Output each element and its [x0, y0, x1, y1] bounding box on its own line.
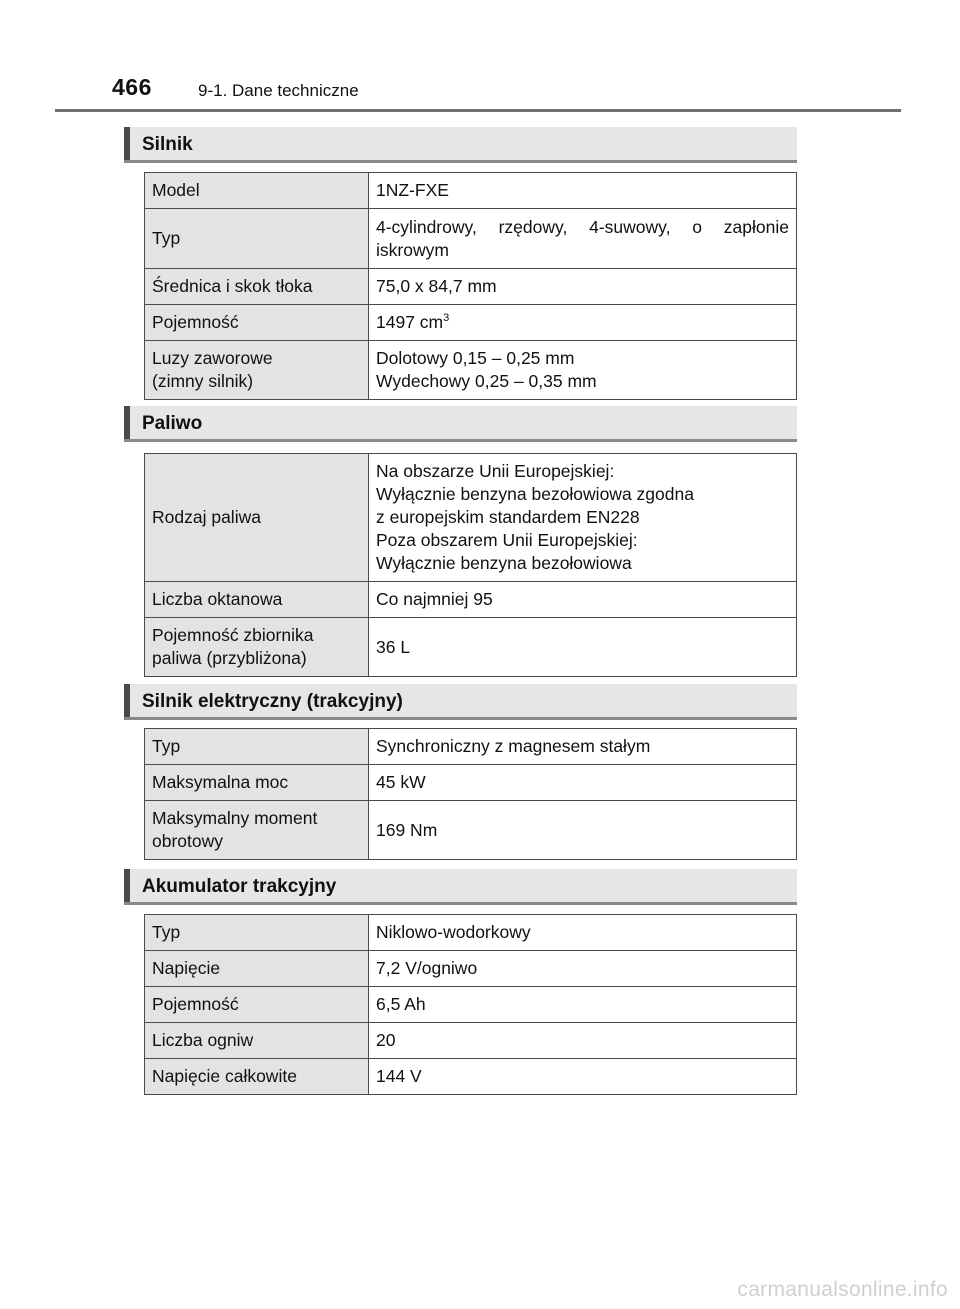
- spec-key: [145, 1023, 369, 1059]
- section-accent-bar: [124, 869, 130, 902]
- table-row: [145, 729, 797, 765]
- value-text: Co najmniej 95: [376, 589, 493, 609]
- key-text: Maksymalny moment: [152, 808, 318, 828]
- key-text: paliwa (przybliżona): [152, 648, 307, 668]
- section-header-silnik-elektryczny: [124, 684, 797, 720]
- section-title: Akumulator trakcyjny: [142, 876, 337, 897]
- key-text: obrotowy: [152, 831, 224, 851]
- table-row: [145, 173, 797, 209]
- spec-key: [145, 1059, 369, 1095]
- spec-key: [145, 765, 369, 801]
- spec-value: [369, 618, 797, 677]
- value-text: Niklowo-wodorkowy: [376, 922, 531, 942]
- section-header-silnik: [124, 127, 797, 163]
- spec-key: [145, 618, 369, 677]
- section-accent-bar: [124, 684, 130, 717]
- key-text: Napięcie: [152, 958, 221, 978]
- key-text: Typ: [152, 922, 181, 942]
- key-text: Pojemność: [152, 312, 239, 332]
- spec-value: [369, 987, 797, 1023]
- spec-value: [369, 951, 797, 987]
- value-text: Wydechowy 0,25 – 0,35 mm: [376, 371, 597, 391]
- key-text: Liczba oktanowa: [152, 589, 283, 609]
- value-text: 1497 cm: [376, 312, 444, 332]
- spec-key: [145, 951, 369, 987]
- spec-value: [369, 454, 797, 582]
- spec-key: [145, 269, 369, 305]
- spec-value: [369, 173, 797, 209]
- spec-table-silnik-elektryczny: [144, 728, 797, 860]
- table-row: [145, 765, 797, 801]
- key-text: Rodzaj paliwa: [152, 507, 261, 527]
- table-row: [145, 1059, 797, 1095]
- value-text: 4-cylindrowy, rzędowy, 4-suwowy, o zapłonie iskrowym: [376, 216, 789, 260]
- value-text: Dolotowy 0,15 – 0,25 mm: [376, 348, 575, 368]
- spec-value: [369, 269, 797, 305]
- key-text: Maksymalna moc: [152, 772, 289, 792]
- value-text: 20: [376, 1030, 396, 1050]
- section-title: Paliwo: [142, 413, 203, 434]
- header-rule: [55, 109, 901, 112]
- section-header-paliwo: [124, 406, 797, 442]
- value-text: 75,0 x 84,7 mm: [376, 276, 497, 296]
- spec-key: [145, 729, 369, 765]
- spec-value: [369, 1023, 797, 1059]
- spec-key: [145, 915, 369, 951]
- value-text: Synchroniczny z magnesem stałym: [376, 736, 651, 756]
- value-text: z europejskim standardem EN228: [376, 507, 640, 527]
- spec-value: [369, 915, 797, 951]
- spec-table-silnik: [144, 172, 797, 400]
- spec-value: [369, 801, 797, 860]
- key-text: Model: [152, 180, 200, 200]
- spec-table-paliwo: [144, 453, 797, 677]
- section-accent-bar: [124, 127, 130, 160]
- section-title: Silnik elektryczny (trakcyjny): [142, 691, 403, 712]
- spec-table-akumulator: [144, 914, 797, 1095]
- spec-key: [145, 209, 369, 269]
- table-row: [145, 987, 797, 1023]
- spec-key: [145, 454, 369, 582]
- section-title: Silnik: [142, 134, 193, 155]
- watermark: carmanualsonline.info: [737, 1278, 948, 1301]
- value-text: Wyłącznie benzyna bezołowiowa zgodna: [376, 484, 694, 504]
- key-text: Typ: [152, 228, 181, 248]
- spec-value: [369, 582, 797, 618]
- spec-key: [145, 582, 369, 618]
- table-row: [145, 454, 797, 582]
- key-text: Liczba ogniw: [152, 1030, 254, 1050]
- table-row: [145, 1023, 797, 1059]
- table-row: [145, 801, 797, 860]
- spec-value: [369, 1059, 797, 1095]
- section-accent-bar: [124, 406, 130, 439]
- key-text: Luzy zaworowe: [152, 348, 273, 368]
- spec-value: [369, 305, 797, 341]
- key-text: Pojemność zbiornika: [152, 625, 314, 645]
- value-text: 144 V: [376, 1066, 422, 1086]
- spec-value: [369, 341, 797, 400]
- spec-value: [369, 765, 797, 801]
- value-text: 169 Nm: [376, 819, 438, 840]
- key-text: (zimny silnik): [152, 371, 254, 391]
- spec-key: [145, 341, 369, 400]
- value-text: Wyłącznie benzyna bezołowiowa: [376, 553, 632, 573]
- table-row: [145, 305, 797, 341]
- spec-key: [145, 305, 369, 341]
- table-row: [145, 618, 797, 677]
- section-header-akumulator: [124, 869, 797, 905]
- spec-value: [369, 729, 797, 765]
- key-text: Pojemność: [152, 994, 239, 1014]
- key-text: Średnica i skok tłoka: [152, 276, 313, 296]
- key-text: Napięcie całkowite: [152, 1066, 297, 1086]
- page-number: 466: [112, 74, 152, 100]
- table-row: [145, 341, 797, 400]
- key-text: Typ: [152, 736, 181, 756]
- page-header: [0, 0, 960, 112]
- value-text: Na obszarze Unii Europejskiej:: [376, 461, 615, 481]
- value-text: 7,2 V/ogniwo: [376, 958, 478, 978]
- spec-key: [145, 987, 369, 1023]
- value-superscript: 3: [443, 312, 450, 325]
- chapter-title: 9-1. Dane techniczne: [198, 81, 359, 100]
- table-row: [145, 269, 797, 305]
- table-row: [145, 582, 797, 618]
- table-row: [145, 209, 797, 269]
- value-text: 36 L: [376, 636, 411, 657]
- value-text: Poza obszarem Unii Europejskiej:: [376, 530, 638, 550]
- table-row: [145, 951, 797, 987]
- spec-value: [369, 209, 797, 269]
- spec-key: [145, 801, 369, 860]
- value-text: 6,5 Ah: [376, 994, 426, 1014]
- value-text: 45 kW: [376, 772, 426, 792]
- table-row: [145, 915, 797, 951]
- spec-key: [145, 173, 369, 209]
- value-text: 1NZ-FXE: [376, 180, 449, 200]
